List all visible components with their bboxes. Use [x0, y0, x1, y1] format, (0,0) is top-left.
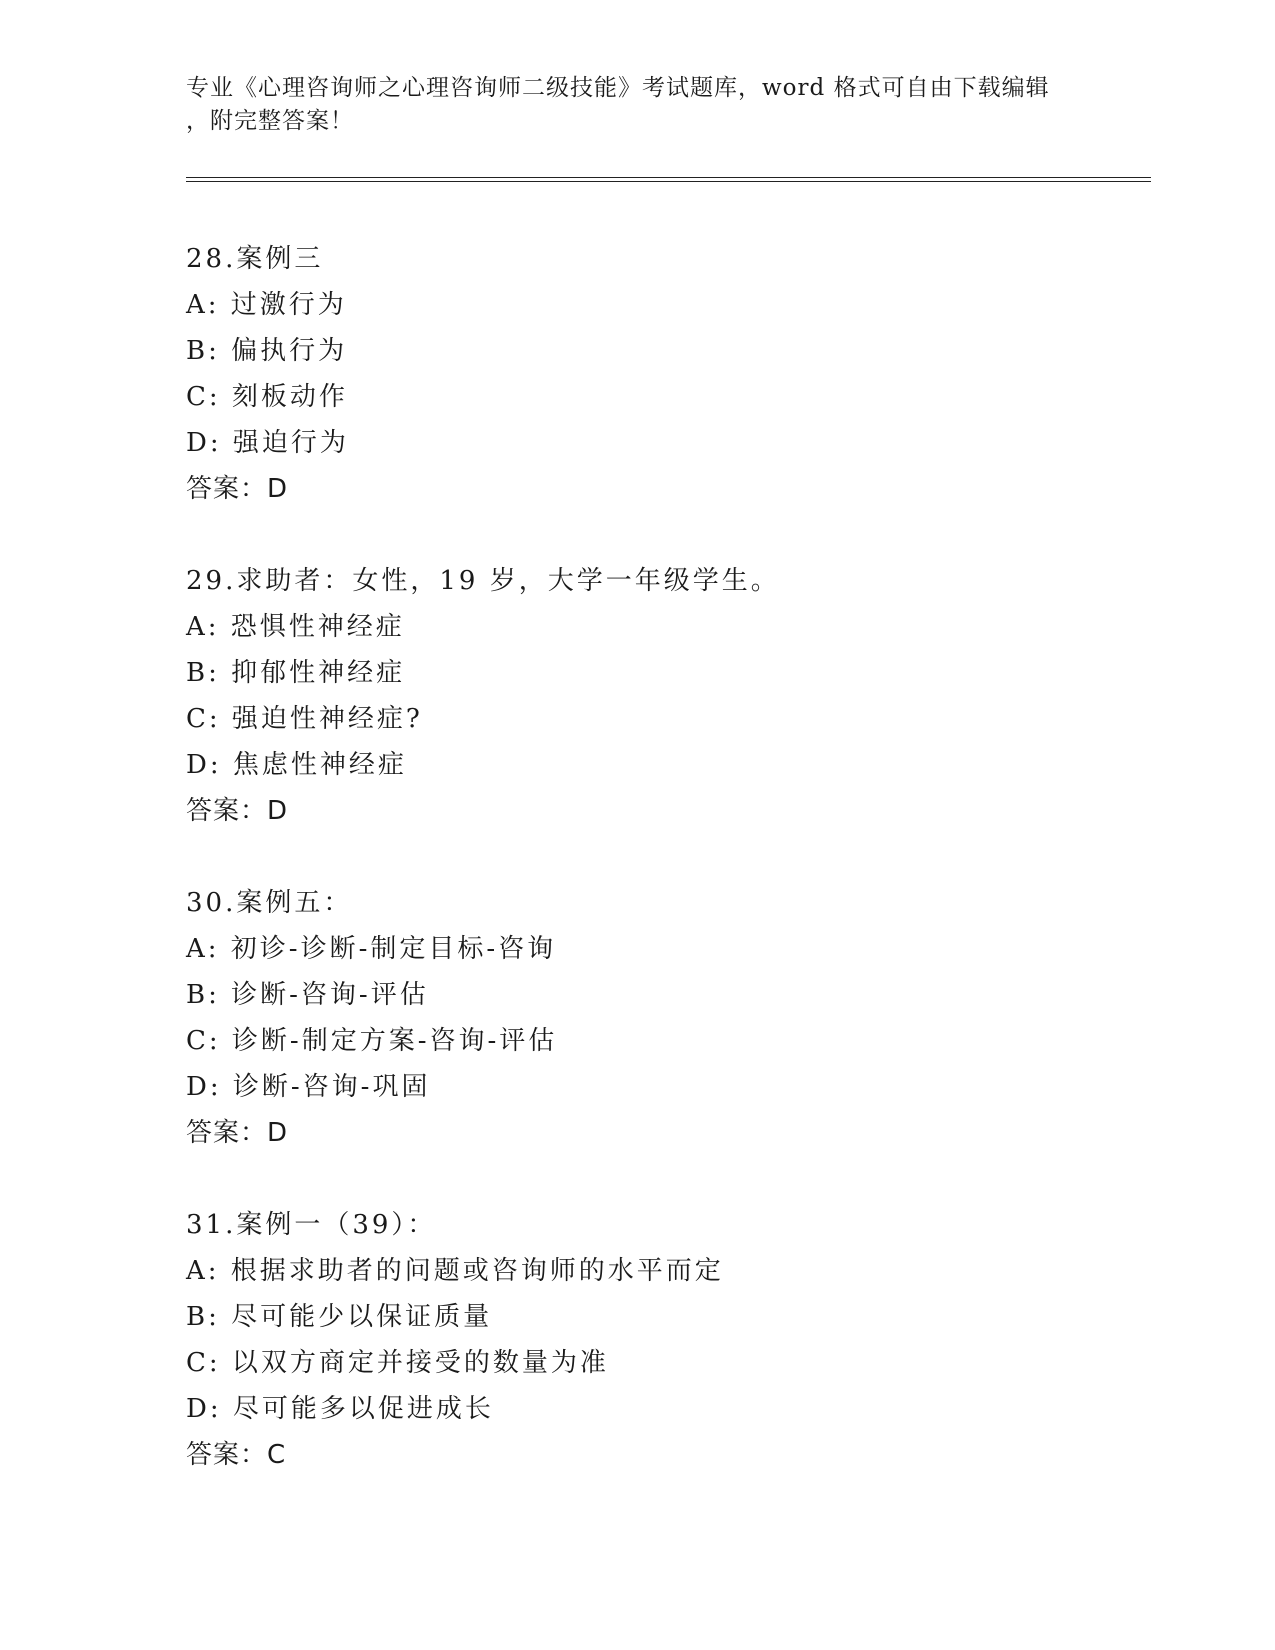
option-c: C: 以双方商定并接受的数量为准	[186, 1348, 609, 1378]
header-line-1: 专业《心理咨询师之心理咨询师二级技能》考试题库，word 格式可自由下载编辑	[186, 75, 1050, 101]
option-b: B: 抑郁性神经症	[186, 658, 406, 688]
option-a: A: 过激行为	[186, 290, 347, 320]
question-item	[186, 236, 1146, 512]
option-c: C: 诊断-制定方案-咨询-评估	[186, 1026, 558, 1056]
question-item	[186, 558, 1146, 834]
option-a: A: 根据求助者的问题或咨询师的水平而定	[186, 1256, 724, 1286]
option-a: A: 恐惧性神经症	[186, 612, 405, 642]
option-a: A: 初诊-诊断-制定目标-咨询	[186, 934, 557, 964]
header-line-2: ，附完整答案！	[186, 108, 354, 134]
answer-text: 答案：D	[186, 1118, 289, 1148]
question-title: 30.案例五：	[186, 888, 353, 918]
document-header	[186, 72, 1066, 138]
option-d: D: 焦虑性神经症	[186, 750, 407, 780]
question-item	[186, 1202, 1146, 1478]
question-list	[186, 236, 1146, 1524]
header-divider-bottom	[186, 181, 1151, 182]
question-title: 31.案例一（39）：	[186, 1210, 437, 1240]
header-divider-top	[186, 177, 1151, 178]
option-d: D: 尽可能多以促进成长	[186, 1394, 494, 1424]
answer-text: 答案：D	[186, 796, 289, 826]
question-title: 29.求助者：女性，19 岁，大学一年级学生。	[186, 566, 780, 596]
option-d: D: 强迫行为	[186, 428, 349, 458]
question-item	[186, 880, 1146, 1156]
question-title: 28.案例三	[186, 244, 324, 274]
option-c: C: 刻板动作	[186, 382, 348, 412]
option-b: B: 诊断-咨询-评估	[186, 980, 429, 1010]
option-c: C: 强迫性神经症?	[186, 704, 423, 734]
option-b: B: 偏执行为	[186, 336, 348, 366]
option-b: B: 尽可能少以保证质量	[186, 1302, 493, 1332]
option-d: D: 诊断-咨询-巩固	[186, 1072, 431, 1102]
answer-text: 答案：D	[186, 474, 289, 504]
answer-text: 答案：C	[186, 1440, 287, 1470]
